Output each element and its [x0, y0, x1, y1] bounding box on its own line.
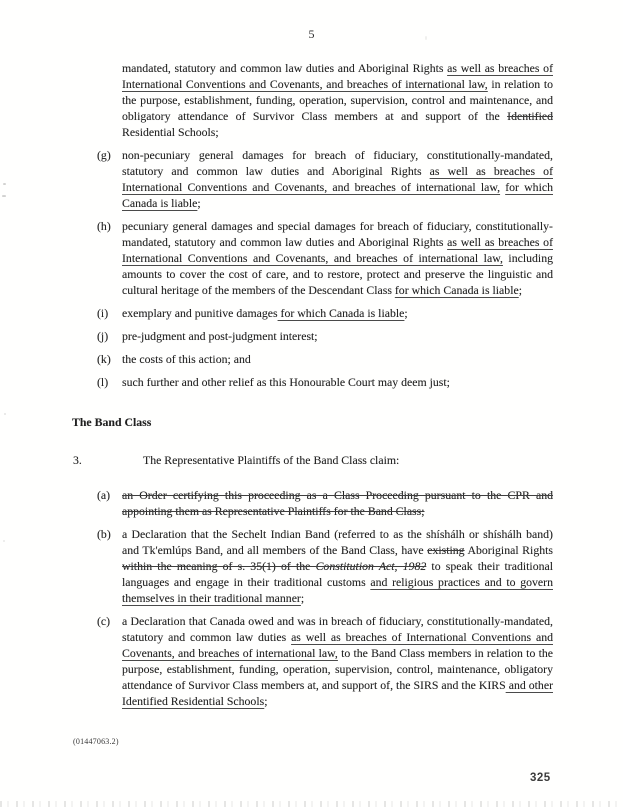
- paragraph-label: 3.: [73, 453, 82, 467]
- paragraph-label: (c): [97, 614, 111, 628]
- paragraph-text: [72, 414, 553, 430]
- text-run: a Declaration that the Sechelt Indian Band (referred to as the shíshálh or shíshálh band) and Tk'emlúps Band, and all members of the Band Class, have: [122, 527, 553, 557]
- text-run: pecuniary general damages and special damages for breach of fiduciary, constitutionally-mandated, statutory and common law duties and Aboriginal Rights: [122, 219, 553, 249]
- scan-speck: [3, 540, 5, 542]
- bates-number: 325: [530, 772, 551, 784]
- paragraph-label: (h): [97, 219, 111, 233]
- document-reference-number: (01447063.2): [73, 737, 119, 746]
- paragraph-j: [72, 328, 553, 344]
- text-run: to speak their traditional languages and engage in their traditional customs: [122, 559, 554, 589]
- paragraph-label: (g): [97, 148, 111, 162]
- scan-speck: [4, 413, 6, 415]
- paragraph-text: [122, 60, 553, 140]
- paragraph-text: [122, 374, 553, 390]
- underlined-text-run: and other Identified Residential Schools: [122, 678, 553, 708]
- scan-speck: [3, 183, 6, 185]
- underlined-text-run: for which Canada is liable: [277, 306, 405, 320]
- paragraph-label: (j): [97, 329, 109, 343]
- paragraph-text: [122, 147, 553, 211]
- paragraph-l: [72, 374, 553, 390]
- paragraph-label: (l): [97, 375, 109, 389]
- paragraph-text: [122, 487, 553, 519]
- scan-speck: [425, 36, 427, 40]
- text-run: ;: [197, 196, 201, 210]
- paragraph-text: [122, 351, 553, 367]
- page-number-top: 5: [308, 27, 315, 41]
- text-run: including amounts to cover the cost of care, and to restore, protect and preserve the linguistic and cultural heritage of the members of the Descendant Class: [122, 251, 553, 297]
- underlined-text-run: as well as breaches of International Conventions and Covenants, and breaches of international law,: [122, 164, 553, 194]
- paragraph-text: [122, 613, 553, 709]
- text-run: ;: [518, 283, 522, 297]
- text-run: such further and other relief as this Honourable Court may deem just;: [122, 375, 450, 389]
- paragraph-k: [72, 351, 553, 367]
- text-run: the costs of this action; and: [122, 352, 251, 366]
- struck-text-run: Identified: [507, 109, 553, 123]
- paragraph-c: [72, 613, 553, 709]
- paragraph-text: [122, 218, 553, 298]
- section-heading: [72, 414, 553, 430]
- text-run: ;: [404, 306, 408, 320]
- paragraph-g: [72, 147, 553, 211]
- paragraph-h: [72, 218, 553, 298]
- underlined-text-run: for which Canada is liable: [394, 283, 519, 297]
- paragraph-b: [72, 526, 553, 606]
- paragraph-label: (a): [97, 488, 111, 502]
- paragraph-label: (k): [97, 352, 111, 366]
- text-run: exemplary and punitive damages: [122, 306, 278, 320]
- text-run: pre-judgment and post-judgment interest;: [122, 329, 318, 343]
- text-run: in relation to the purpose, establishment, funding, operation, supervision, control and maintenance, and obligatory attendance of Survivor Class members at and support of the: [122, 77, 553, 123]
- paragraph-text: [122, 328, 553, 344]
- paragraph-label: (i): [97, 306, 109, 320]
- underlined-text-run: and religious practices and to govern themselves in their traditional manner: [122, 575, 553, 605]
- paragraph-label: (b): [97, 527, 111, 541]
- text-run: to the Band Class members in relation to the purpose, establishment, funding, operation, supervision, control, maintenance, obligatory attendance of Survivor Class members at, and support of, the SIRS and the KIRS: [122, 646, 554, 692]
- text-run: The Band Class: [72, 415, 152, 429]
- text-run: Residential Schools;: [122, 125, 219, 139]
- text-run: ;: [300, 591, 305, 605]
- paragraph-3: [72, 452, 553, 468]
- scan-speck: [2, 195, 6, 197]
- paragraph-text: [122, 526, 553, 606]
- paragraph-text: [143, 452, 553, 468]
- underlined-text-run: for which Canada is liable: [122, 180, 553, 210]
- struck-text-run: within the meaning of s. 35(1) of the: [122, 559, 316, 573]
- text-run: mandated, statutory and common law duties and Aboriginal Rights: [122, 61, 448, 75]
- text-run: ;: [264, 694, 268, 708]
- struck-text-run: an Order certifying this proceeding as a Class Proceeding pursuant to the CPR and appointing them as Representative Plaintiffs for the Band Class;: [122, 488, 553, 518]
- paragraph-text: [122, 305, 553, 321]
- struck-text-run: Constitution Act, 1982: [315, 559, 427, 573]
- paragraph-continuation: [72, 60, 553, 140]
- underlined-text-run: as well as breaches of International Conventions and Covenants, and breaches of international law,: [122, 61, 553, 91]
- underlined-text-run: as well as breaches of International Conventions and Covenants, and breaches of international law,: [122, 235, 553, 265]
- struck-text-run: existing: [427, 543, 465, 557]
- text-run: Aboriginal Rights: [464, 543, 553, 557]
- text-run: a Declaration that Canada owed and was in breach of fiduciary, constitutionally-mandated, statutory and common law duties: [122, 614, 553, 644]
- text-run: non-pecuniary general damages for breach of fiduciary, constitutionally-mandated, statutory and common law duties and Aboriginal Rights: [122, 148, 553, 178]
- paragraph-a: [72, 487, 553, 519]
- text-run: The Representative Plaintiffs of the Band Class claim:: [143, 453, 400, 467]
- paragraph-i: [72, 305, 553, 321]
- underlined-text-run: as well as breaches of International Conventions and Covenants, and breaches of international law,: [122, 630, 553, 660]
- document-body: [72, 60, 553, 709]
- scan-edge-artifact: [0, 801, 623, 807]
